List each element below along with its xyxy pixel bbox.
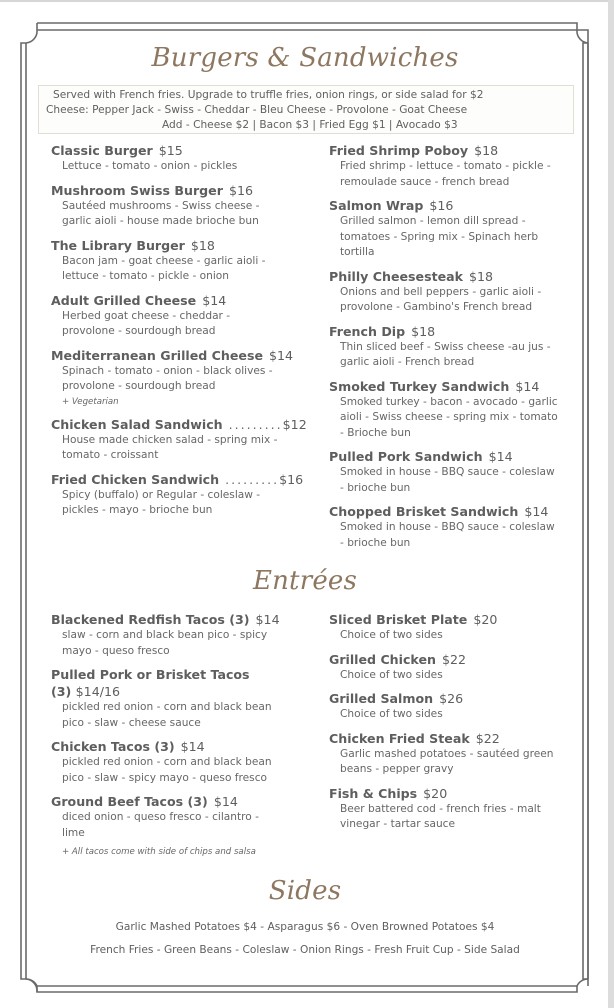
item-price: $12 — [282, 416, 307, 432]
item-price: $18 — [474, 143, 499, 158]
item-price: $14 — [255, 612, 280, 627]
item-description: Smoked in house - BBQ sauce - coleslaw - brioche bun — [340, 466, 555, 494]
menu-item — [51, 611, 316, 659]
item-description: Fried shrimp - lettuce - tomato - pickle - remoulade sauce - french bread — [340, 160, 551, 188]
vegetarian-note: + Vegetarian — [62, 396, 119, 407]
item-price: $14 — [180, 739, 205, 754]
menu-item — [51, 182, 316, 230]
item-description: Lettuce - tomato - onion - pickles — [62, 160, 238, 172]
menu-item — [329, 268, 579, 316]
item-price: $16 — [429, 198, 454, 213]
entrees-right-column — [329, 611, 579, 840]
menu-item — [329, 503, 579, 551]
item-description: Grilled salmon - lemon dill spread - tomatoes - Spring mix - Spinach herb tortilla — [340, 215, 539, 258]
item-name: Fried Chicken Sandwich — [51, 471, 220, 487]
item-price: $22 — [441, 651, 467, 667]
burgers-notes-box — [38, 85, 574, 134]
item-name: Mediterranean Grilled Cheese — [51, 347, 264, 363]
menu-item — [51, 738, 316, 786]
menu-item — [51, 471, 316, 519]
item-description: pickled red onion - corn and black bean pico - slaw - cheese sauce — [62, 701, 272, 729]
item-name: Mushroom Swiss Burger — [51, 182, 223, 198]
item-name: Fried Shrimp Poboy — [329, 143, 469, 158]
item-price: $16 — [279, 471, 304, 487]
item-description: slaw - corn and black bean pico - spicy mayo - queso fresco — [62, 629, 268, 657]
item-name: Classic Burger — [51, 143, 153, 158]
item-price: $14 — [524, 504, 549, 519]
item-name: French Dip — [329, 323, 406, 339]
menu-item — [51, 416, 316, 464]
item-description: Choice of two sides — [340, 629, 443, 641]
item-name: Grilled Chicken — [329, 651, 436, 667]
menu-item — [329, 323, 579, 371]
menu-item — [51, 793, 316, 841]
item-name: Fish & Chips — [329, 785, 418, 801]
menu-item — [51, 237, 316, 285]
item-name: Chicken Tacos (3) — [51, 739, 175, 754]
menu-item — [51, 347, 316, 409]
item-price: $22 — [475, 730, 500, 746]
menu-item — [329, 785, 579, 833]
burgers-left-column — [51, 142, 316, 526]
item-price: $15 — [158, 143, 183, 158]
item-name: Grilled Salmon — [329, 691, 434, 706]
page-right-edge — [608, 0, 614, 1008]
note-fries-upgrade: Served with French fries. Upgrade to truffle fries, onion rings, or side salad for $2 — [53, 89, 484, 101]
item-description: Onions and bell peppers - garlic aioli - provolone - Gambino's French bread — [340, 285, 542, 313]
item-name: Salmon Wrap — [329, 198, 424, 213]
item-price: $26 — [439, 691, 464, 706]
item-description: Bacon jam - goat cheese - garlic aioli - lettuce - tomato - pickle - onion — [62, 254, 266, 282]
item-price: $18 — [190, 237, 215, 253]
item-name: Sliced Brisket Plate — [329, 612, 468, 627]
item-price: $14 — [269, 347, 294, 363]
menu-item — [329, 690, 579, 723]
item-name: Pulled Pork or Brisket Tacos (3) — [51, 667, 250, 699]
tacos-note: + All tacos come with side of chips and salsa — [62, 847, 256, 857]
item-description: Smoked in house - BBQ sauce - coleslaw - brioche bun — [340, 521, 555, 549]
item-description: Herbed goat cheese - cheddar - provolone - sourdough bread — [62, 309, 231, 337]
item-description: Spinach - tomato - onion - black olives - provolone - sourdough bread — [62, 364, 273, 392]
item-price: $18 — [411, 323, 436, 339]
item-name: The Library Burger — [51, 237, 185, 253]
item-price: $20 — [423, 785, 448, 801]
item-description: Smoked turkey - bacon - avocado - garlic aioli - Swiss cheese - spring mix - tomato - Brioche bun — [340, 395, 558, 439]
item-description: Spicy (buffalo) or Regular - coleslaw - pickles - mayo - brioche bun — [62, 488, 261, 516]
menu-item — [329, 448, 579, 496]
menu-item — [329, 197, 579, 261]
page-top-edge — [0, 0, 614, 2]
menu-item — [329, 142, 579, 190]
item-name: Pulled Pork Sandwich — [329, 449, 483, 464]
leader-dots: ......... — [228, 416, 283, 432]
menu-item — [329, 378, 579, 442]
sides-included-list: French Fries - Green Beans - Coleslaw - Onion Rings - Fresh Fruit Cup - Side Salad — [90, 944, 520, 956]
menu-item — [51, 142, 316, 175]
item-description: diced onion - queso fresco - cilantro - lime — [62, 811, 259, 839]
item-name: Blackened Redfish Tacos (3) — [51, 612, 250, 627]
section-heading-entrees: Entrées — [252, 566, 358, 596]
item-name: Ground Beef Tacos (3) — [51, 794, 208, 809]
menu-item — [329, 651, 579, 684]
item-name: Chopped Brisket Sandwich — [329, 504, 519, 519]
item-description: Choice of two sides — [340, 668, 443, 681]
note-cheese-options: Cheese: Pepper Jack - Swiss - Cheddar - Bleu Cheese - Provolone - Goat Cheese — [46, 104, 468, 116]
burgers-right-column — [329, 142, 579, 558]
sides-priced-list: Garlic Mashed Potatoes $4 - Asparagus $6 - Oven Browned Potatoes $4 — [115, 921, 495, 933]
section-heading-sides: Sides — [268, 876, 342, 906]
item-price: $18 — [469, 268, 494, 284]
item-name: Philly Cheesesteak — [329, 268, 463, 284]
entrees-left-column — [51, 611, 316, 857]
item-name: Smoked Turkey Sandwich — [329, 378, 510, 394]
menu-item — [329, 730, 579, 778]
item-name: Adult Grilled Cheese — [51, 292, 197, 308]
item-price: $14/16 — [75, 684, 120, 699]
item-description: Choice of two sides — [340, 708, 443, 720]
menu-item — [51, 666, 316, 731]
item-name: Chicken Fried Steak — [329, 730, 470, 746]
item-price: $14 — [515, 378, 540, 394]
menu-item — [329, 611, 579, 644]
item-description: Sautéed mushrooms - Swiss cheese - garlic aioli - house made brioche bun — [62, 199, 260, 227]
section-heading-burgers: Burgers & Sandwiches — [151, 43, 459, 73]
item-price: $20 — [473, 612, 498, 627]
note-add-ons: Add - Cheese $2 | Bacon $3 | Fried Egg $1 | Avocado $3 — [162, 119, 458, 131]
item-description: House made chicken salad - spring mix - tomato - croissant — [62, 433, 278, 461]
item-price: $16 — [228, 182, 253, 198]
item-price: $14 — [488, 449, 513, 464]
item-description: Beer battered cod - french fries - malt vinegar - tartar sauce — [340, 802, 541, 830]
item-price: $14 — [202, 292, 227, 308]
item-description: pickled red onion - corn and black bean pico - slaw - spicy mayo - queso fresco — [62, 756, 272, 784]
item-name: Chicken Salad Sandwich — [51, 416, 223, 432]
item-price: $14 — [213, 794, 238, 809]
item-description: Garlic mashed potatoes - sautéed green beans - pepper gravy — [340, 747, 554, 775]
item-description: Thin sliced beef - Swiss cheese -au jus - garlic aioli - French bread — [340, 340, 551, 368]
leader-dots: ......... — [225, 471, 280, 487]
menu-item — [51, 292, 316, 340]
